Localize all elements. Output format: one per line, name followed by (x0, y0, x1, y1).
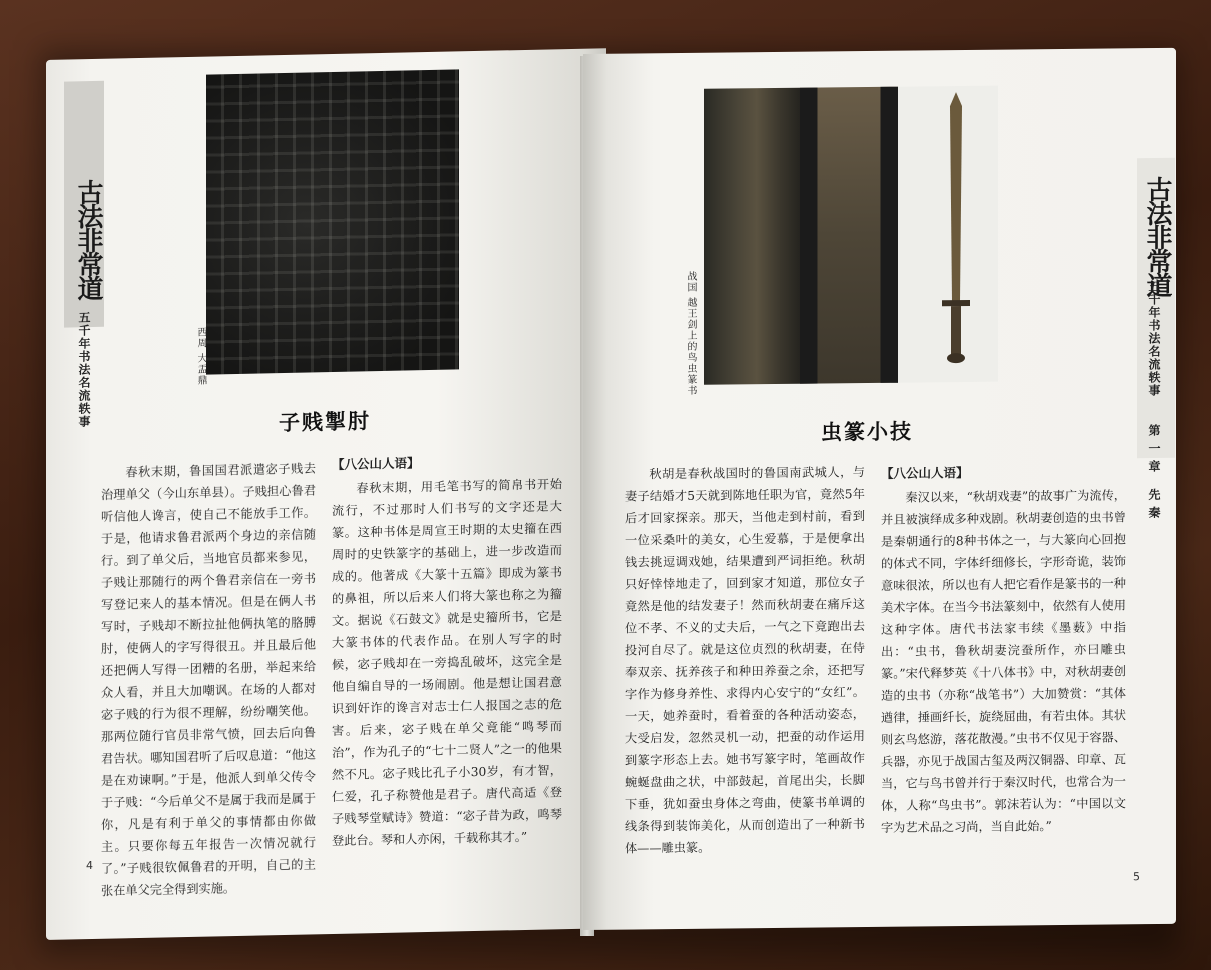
right-sidebar-head: 【八公山人语】 (881, 464, 969, 481)
sword-inscription-closeup-photo (704, 88, 800, 385)
left-page (46, 48, 606, 940)
right-main-paragraph: 秋胡是春秋战国时的鲁国南武城人，与妻子结婚才5天就到陈地任职为官，竟然5年后才回家探亲。那天，当他走到村前，看到一位采桑叶的美女，心生爱慕，于是便拿出钱去挑逗调戏她，结果遭到严词拒绝。秋胡只好悻悻地走了，回到家才知道，那位女子竟然是他的结发妻子！然而秋胡妻在痛斥这位不孝、不义的丈夫后，一气之下竟跑出去投河自尽了。就是这位贞烈的秋胡妻，在侍奉双亲、抚养孩子和种田养蚕之余，还把写字作为修身养性、求得内心安宁的“女红”。一天，她养蚕时，看着蚕的各种活动姿态，大受启发，忽然灵机一动，把蚕的动作运用到篆字形态上去。她书写篆字时，笔画故作蜿蜒盘曲之状，中部鼓起，首尾出尖，长脚下垂，犹如蚕虫身体之弯曲，使篆书单调的线条得到装饰美化，从而创造出了一种新书体——雕虫篆。 (625, 465, 865, 856)
series-title-right: 五千年书法名流轶事 (1147, 279, 1161, 398)
right-page (583, 48, 1176, 930)
chapter-label: 第一章 先秦 (1147, 423, 1161, 525)
book-logo-left: 古法非常道 (73, 178, 103, 300)
page-number-left: 4 (86, 859, 93, 873)
right-image-caption: 战国 越王剑上的鸟虫篆书 (685, 270, 696, 397)
left-sidebar (332, 449, 562, 852)
left-main-paragraph: 春秋末期，鲁国国君派遣宓子贱去治理单父（今山东单县）。子贱担心鲁君听信他人谗言，使自己不能放手工作。于是，他请求鲁君派两个身边的亲信随行。到了单父后，当地官员都来参见，子贱让那随行的两个鲁君亲信在一旁书写登记来人的基本情况。但是在俩人书写时，子贱却不断拉扯他俩执笔的胳膊肘，使俩人的字写得很丑。并且最后他还把俩人写得一团糟的名册，举起来给众人看，并且大加嘲讽。在场的人都对宓子贱的行为很不理解，纷纷嘲笑他。那两位随行官员非常气愤，回去后向鲁君告状。哪知国君听了后叹息道：“他这是在劝谏啊。”于是，他派人到单父传令于子贱：“今后单父不是属于我而是属于你，凡是有利于单父的事情都由你做主。只要你每五年报告一次情况就行了。”子贱很钦佩鲁君的开明，自己的主张在单父完全得到实施。 (101, 461, 316, 898)
right-page-title: 虫篆小技 (821, 418, 913, 445)
left-main-text (101, 457, 316, 902)
series-title-left: 五千年书法名流轶事 (77, 311, 91, 429)
left-sidebar-head: 【八公山人语】 (332, 455, 420, 473)
left-image-caption: 西周 大盂鼎 (195, 326, 206, 387)
right-main-text (625, 461, 865, 860)
left-sidebar-text: 春秋末期，用毛笔书写的简帛书开始流行，不过那时人们书写的文字还是大篆。这种书体是周宣王时期的太史籀在西周时的史铁篆字的基础上，进一步改造而成的。他著成《大篆十五篇》即成为篆书的鼻祖，所以后来人们将大篆也称之为籀文。据说《石鼓文》就是史籀所书，它是大篆书体的代表作品。在别人写字的时候，宓子贱却在一旁捣乱破坏，这完全是他自编自导的一场闹剧。他是想让国君意识到奸诈的谗言对志士仁人报国之志的危害。后来，宓子贱在单父竟能“鸣琴而治”，作为孔子的“七十二贤人”之一的他果然不凡。宓子贱比孔子小30岁，有才智，仁爱，孔子称赞他是君子。唐代高适《登子贱琴堂赋诗》赞道：“宓子昔为政，鸣琴登此台。琴和人亦闲，千载称其才。” (332, 477, 562, 849)
sword-full-photo (898, 86, 998, 383)
book-logo-right: 古法非常道 (1142, 175, 1172, 297)
sword-blade-closeup-photo (800, 87, 898, 384)
bronze-inscription-photo (206, 69, 459, 374)
left-page-title: 子贱掣肘 (279, 408, 371, 436)
right-sidebar (881, 460, 1126, 839)
page-number-right: 5 (1133, 870, 1140, 884)
sword-shape-icon (898, 86, 998, 383)
right-sidebar-text: 秦汉以来，“秋胡戏妻”的故事广为流传，并且被演绎成多种戏剧。秋胡妻创造的虫书曾是秦朝通行的8种书体之一，与大篆向心回抱的体式不同，字体纤细修长，字形奇诡，装饰意味很浓，所以也有人把它看作是篆书的一种美术字体。在当今书法篆刻中，依然有人使用这种字体。唐代书法家韦续《墨薮》中指出：“虫书，鲁秋胡妻浣蚕所作，亦曰雕虫篆。”宋代释梦英《十八体书》中，对秋胡妻创造的虫书（亦称“战笔书”）大加赞赏：“其体遒律，捶画纤长，旋绕屈曲，有若虫体。其状则玄鸟悠游，落花散漫。”虫书不仅见于容器、兵器，亦见于战国古玺及两汉铜器、印章、瓦当，它与鸟书曾并行于秦汉时代，也常合为一体，人称“鸟虫书”。郭沫若认为：“中国以文字为艺术品之习尚，当自此始。” (881, 488, 1126, 835)
